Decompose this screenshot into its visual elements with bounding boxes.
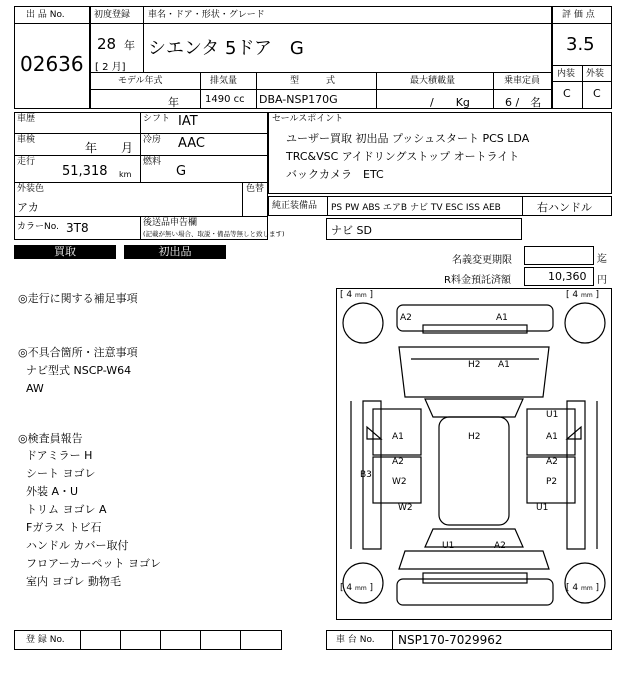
- mark-rear-u1: U1: [442, 541, 455, 551]
- post-sale-value: ナビ SD: [331, 224, 372, 237]
- mark-rr-u1: U1: [536, 503, 549, 513]
- mark-front-a1: A1: [496, 313, 508, 323]
- inspector-line-1: ドアミラー H: [26, 449, 93, 462]
- max-load-value: / Kg: [430, 96, 470, 109]
- inspection-value: 年 月: [85, 141, 134, 155]
- post-sale-label: 後送品申告欄: [143, 218, 198, 228]
- ac-label: 冷房: [143, 135, 162, 145]
- ac-value: AAC: [178, 136, 205, 151]
- recycle-value: 10,360: [548, 270, 587, 283]
- defects-line-2: AW: [26, 382, 44, 395]
- fuel-value: G: [176, 164, 187, 179]
- inspection-label: 車検: [17, 135, 36, 145]
- displacement-value: 1490 cc: [205, 94, 245, 105]
- exterior-value: C: [593, 87, 601, 100]
- inspector-line-7: フロアーカーペット ヨゴレ: [26, 557, 161, 570]
- tire-fr-label: [ 4 mm ]: [566, 290, 600, 300]
- mileage-unit: km: [119, 170, 132, 179]
- first-listing-bar: 初出品: [124, 245, 226, 259]
- inspector-line-4: トリム ヨゴレ A: [26, 503, 107, 516]
- fuel-label: 燃料: [143, 157, 162, 167]
- capacity-value: 6 / 名: [505, 96, 542, 109]
- sales-point-line-3: バックカメラ ETC: [286, 168, 384, 181]
- type-value: DBA-NSP170G: [259, 93, 338, 106]
- inspector-title: ◎検査員報告: [18, 432, 83, 445]
- color-no-value: 3T8: [66, 221, 89, 235]
- mark-rf-a1: A1: [546, 432, 558, 442]
- chassis-value: NSP170-7029962: [398, 633, 503, 647]
- type-label: 型 式: [290, 76, 336, 86]
- car-diagram: [336, 288, 612, 620]
- score-label: 評 価 点: [562, 10, 595, 20]
- mark-r-a2: A2: [546, 457, 558, 467]
- capacity-label: 乗車定員: [504, 76, 541, 86]
- mark-roof-h2: H2: [468, 432, 481, 442]
- sales-point-line-2: TRC&VSC アイドリングストップ オートライト: [286, 150, 520, 163]
- year-unit: 年: [124, 39, 135, 52]
- score-value: 3.5: [566, 34, 595, 55]
- mileage-value: 51,318: [62, 164, 108, 179]
- name-change-box: [524, 246, 594, 265]
- mark-lf-a1: A1: [392, 432, 404, 442]
- inspector-line-2: シート ヨゴレ: [26, 467, 96, 480]
- tire-rr-label: [ 4 mm ]: [566, 583, 600, 593]
- exterior-color-value: アカ: [17, 201, 39, 214]
- history-label: 車歴: [17, 114, 36, 124]
- exterior-label: 外装: [586, 69, 605, 79]
- first-reg-year: 28: [97, 35, 117, 53]
- color-change-label: 色替: [246, 184, 265, 194]
- interior-label: 内装: [557, 69, 576, 79]
- mark-l-a2: A2: [392, 457, 404, 467]
- mark-lr-w2: W2: [398, 503, 413, 513]
- mark-rear-a2: A2: [494, 541, 506, 551]
- first-reg-label: 初度登録: [94, 10, 131, 20]
- shift-label: シフト: [143, 114, 171, 124]
- inspector-line-8: 室内 ヨゴレ 動物毛: [26, 575, 121, 588]
- inspector-line-5: Fガラス トビ石: [26, 521, 102, 534]
- car-name-label: 車名・ドア・形状・グレード: [148, 10, 265, 20]
- recycle-label: R料金預託済額: [444, 275, 511, 286]
- handle-value: 右ハンドル: [537, 201, 592, 214]
- inspector-line-3: 外装 A・U: [26, 485, 79, 498]
- details-box: [14, 112, 268, 240]
- post-sale-note: (記載が無い場合、取説・備品等無しと致します): [143, 230, 285, 238]
- sales-point-line-1: ユーザー買取 初出品 プッシュスタート PCS LDA: [286, 132, 530, 145]
- recycle-unit: 円: [597, 275, 607, 286]
- sales-points-label: セールスポイント: [272, 114, 344, 124]
- lot-number: 02636: [20, 52, 84, 76]
- mark-b3: B3: [360, 470, 372, 480]
- purchase-bar: 買取: [14, 245, 116, 259]
- name-change-label: 名義変更期限: [452, 255, 512, 266]
- first-reg-month: [ 2 月]: [95, 62, 126, 73]
- driving-notes-title: ◎走行に関する補足事項: [18, 292, 138, 305]
- mark-hood-h2: H2: [468, 360, 481, 370]
- interior-value: C: [563, 87, 571, 100]
- tire-rl-label: [ 4 mm ]: [340, 583, 374, 593]
- model-year-unit: 年: [168, 96, 179, 109]
- displacement-label: 排気量: [210, 76, 238, 86]
- shift-value: IAT: [178, 114, 198, 129]
- chassis-label: 車 台 No.: [336, 635, 375, 645]
- equipment-label: 純正装備品: [272, 201, 318, 211]
- car-outline: [337, 289, 611, 619]
- tire-fl-label: [ 4 mm ]: [340, 290, 374, 300]
- color-no-label: カラーNo.: [17, 222, 59, 232]
- defects-line-1: ナビ型式 NSCP-W64: [26, 364, 132, 377]
- mark-rf-u1: U1: [546, 410, 559, 420]
- defects-title: ◎不具合箇所・注意事項: [18, 346, 138, 359]
- name-change-unit: 迄: [597, 254, 607, 265]
- mark-r-p2: P2: [546, 477, 558, 487]
- equipment-value: PS PW ABS エアB ナビ TV ESC ISS AEB: [331, 203, 501, 213]
- inspector-line-6: ハンドル カバー取付: [26, 539, 129, 552]
- mileage-label: 走行: [17, 157, 36, 167]
- reg-no-label: 登 録 No.: [26, 635, 65, 645]
- model-year-label: モデル年式: [118, 76, 163, 86]
- mark-hood-a1: A1: [498, 360, 510, 370]
- car-name-value: シエンタ 5ドア G: [148, 38, 304, 59]
- max-load-label: 最大積載量: [410, 76, 456, 86]
- mark-front-a2: A2: [400, 313, 412, 323]
- lot-label: 出 品 No.: [26, 10, 65, 20]
- exterior-color-label: 外装色: [17, 184, 45, 194]
- mark-l-w2: W2: [392, 477, 407, 487]
